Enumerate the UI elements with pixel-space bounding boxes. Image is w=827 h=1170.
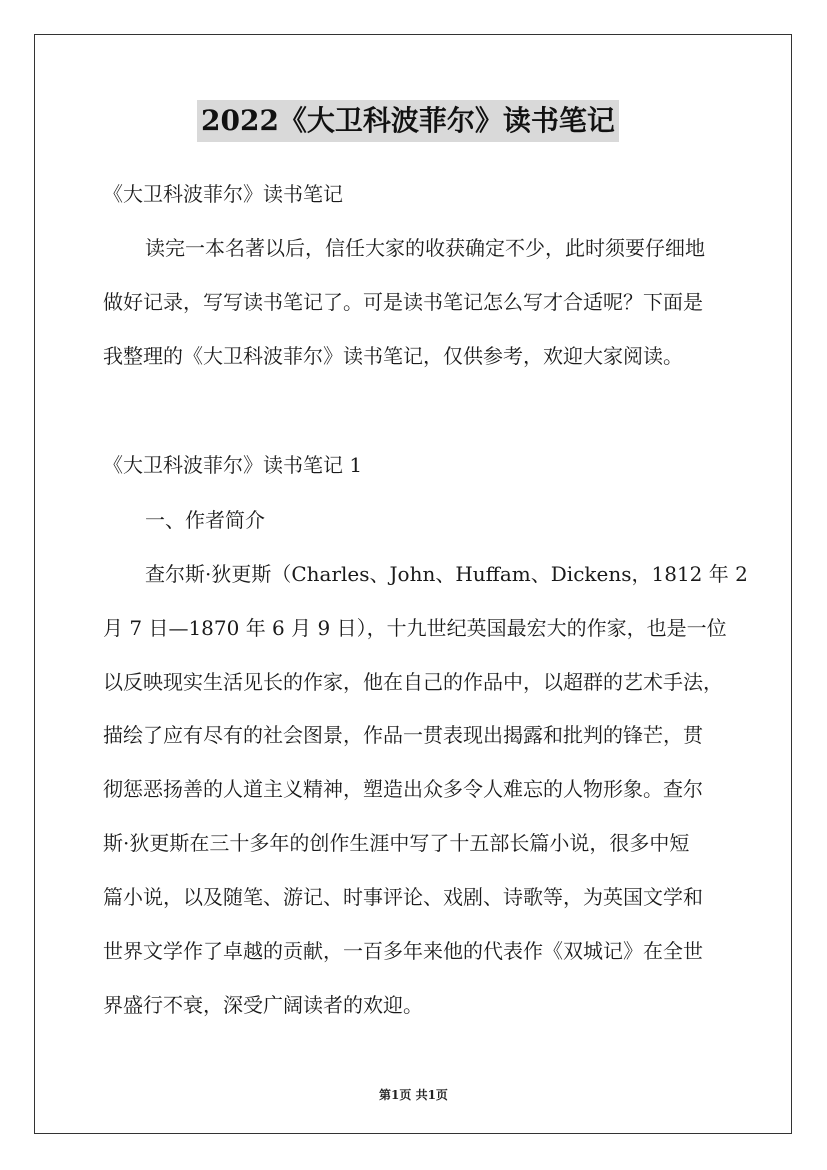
body-line-7: 篇小说，以及随笔、游记、时事评论、戏剧、诗歌等，为英国文学和 <box>103 885 703 909</box>
body-line-2: 月 7 日—1870 年 6 月 9 日），十九世纪英国最宏大的作家，也是一位 <box>103 616 727 640</box>
intro-line-3: 我整理的《大卫科波菲尔》读书笔记，仅供参考，欢迎大家阅读。 <box>103 344 683 368</box>
body-line-5: 彻惩恶扬善的人道主义精神，塑造出众多令人难忘的人物形象。查尔 <box>103 777 703 801</box>
document-title: 2022《大卫科波菲尔》读书笔记 <box>197 100 619 142</box>
document-subtitle: 《大卫科波菲尔》读书笔记 <box>103 182 343 206</box>
page-number: 第1页 共1页 <box>379 1088 448 1102</box>
intro-line-1: 读完一本名著以后，信任大家的收获确定不少，此时须要仔细地 <box>145 236 705 260</box>
body-line-3: 以反映现实生活见长的作家，他在自己的作品中，以超群的艺术手法， <box>103 670 723 694</box>
subsection-heading: 一、作者简介 <box>145 508 265 532</box>
body-line-9: 界盛行不衰，深受广阔读者的欢迎。 <box>103 993 423 1017</box>
intro-line-2: 做好记录，写写读书笔记了。可是读书笔记怎么写才合适呢？下面是 <box>103 290 703 314</box>
section-heading: 《大卫科波菲尔》读书笔记 1 <box>103 453 363 477</box>
body-line-4: 描绘了应有尽有的社会图景，作品一贯表现出揭露和批判的锋芒，贯 <box>103 723 703 747</box>
body-line-1: 查尔斯·狄更斯（Charles、John、Huffam、Dickens，1812 年 2 <box>145 562 748 586</box>
body-line-6: 斯·狄更斯在三十多年的创作生涯中写了十五部长篇小说，很多中短 <box>103 831 690 855</box>
body-line-8: 世界文学作了卓越的贡献，一百多年来他的代表作《双城记》在全世 <box>103 939 703 963</box>
